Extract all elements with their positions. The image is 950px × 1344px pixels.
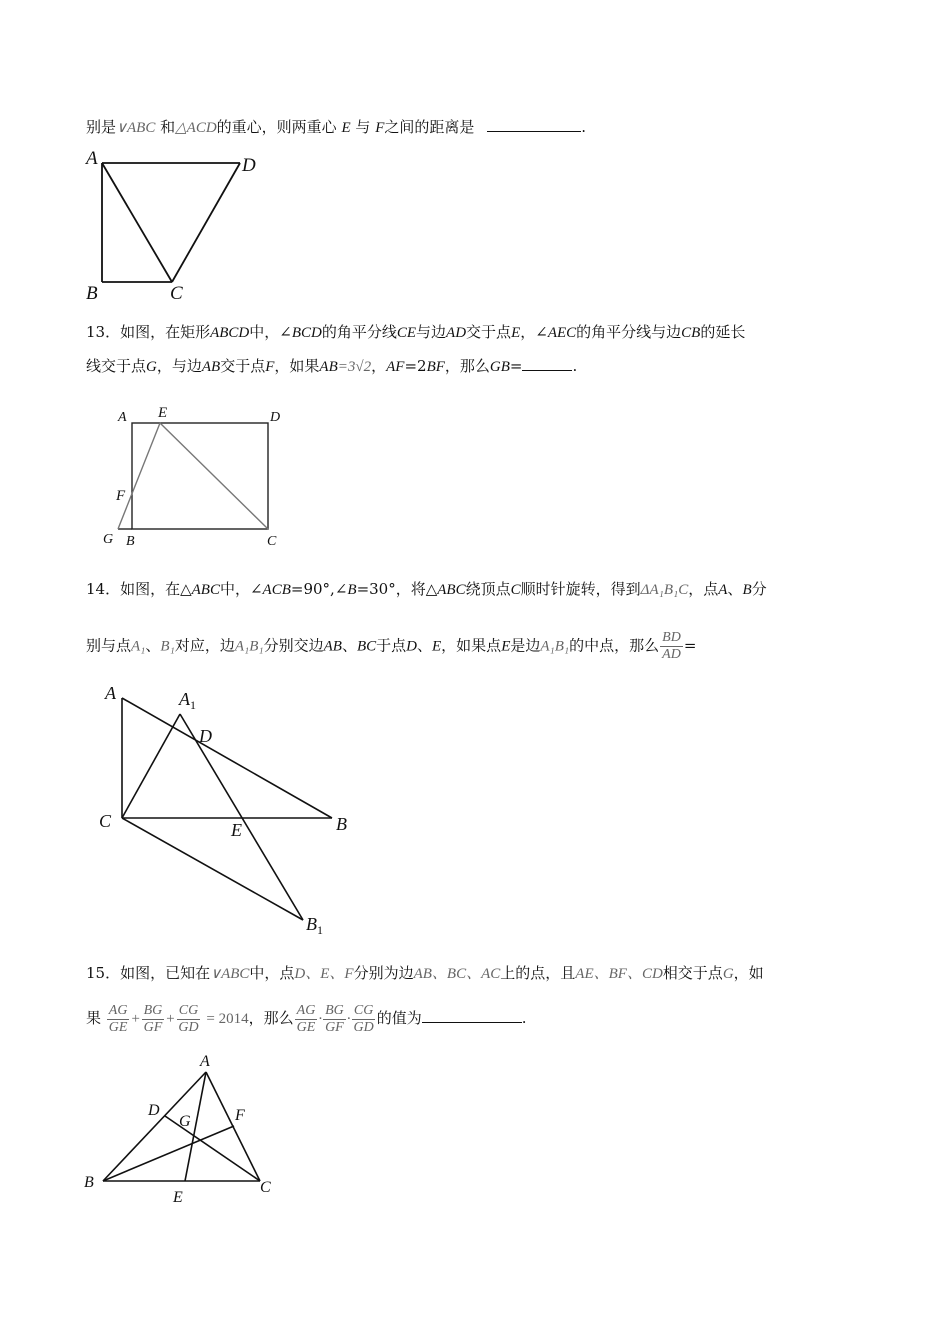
q13-value: =2 [404,357,427,375]
q15-label-c: C [260,1179,271,1196]
q14-text-line-1 [86,578,767,601]
q13-label-f: F [116,488,126,504]
q14-text: 别与点 [86,636,132,655]
q14-label-d: D [199,726,212,746]
q15-frac-num: AG [108,1002,128,1018]
q15-label-d: D [148,1102,160,1119]
q15-fraction-bg-gf [323,1003,346,1036]
q15-text-line-2 [86,998,527,1039]
q14-angle-b: B [347,582,357,598]
q14-text: 、 [416,636,432,655]
q15-label-f: F [235,1107,245,1124]
q14-side-ab: AB [323,638,342,655]
q13-text: 的角平分线与边 [576,323,682,341]
q15-fraction-cg-gd [351,1003,375,1036]
q15-text: 相交于点 [662,964,723,982]
q14-point-e: E [432,638,442,655]
q14-point-b1: B₁ [160,638,175,655]
q14-text-line-2 [86,630,696,663]
q15-label-b: B [84,1174,94,1191]
q15-triangle-abc: ∨ABC [210,966,250,982]
q14-text: 是边 [510,636,541,655]
q13-label-g: G [103,532,114,547]
q15-frac-num: AG [296,1002,316,1018]
q15-frac-num: BG [325,1002,344,1018]
q14-text: =30°，将△ [356,580,438,598]
q15-text: 上的点，且 [500,964,576,982]
q15-frac-num: CG [353,1002,374,1018]
q13-side-ab: AB [201,359,221,375]
q14-segment-ab [122,698,332,818]
q15-frac-den: GE [296,1019,316,1035]
q15-plus: + [130,1011,141,1027]
q13-segment-eg [118,423,160,529]
q14-label-e: E [231,820,242,840]
q13-text: 中，∠ [249,323,292,341]
q15-label-e: E [173,1189,183,1206]
q14-label-c: C [99,811,112,831]
q12-text: 之间的距离是 [384,118,475,136]
q15-points-def: D、E、F [294,966,354,982]
q13-value: =3 [337,359,356,375]
q15-text: ，如 [733,964,764,982]
q12-answer-blank[interactable] [487,117,581,132]
q14-label-a1 [178,689,196,712]
q12-label-c: C [170,283,183,304]
q13-text-line-2 [86,355,577,378]
q15-equals-2014: = 2014 [206,1011,249,1027]
q14-text: 的中点，那么 [569,636,660,655]
q12-text-line [86,116,586,139]
q12-point-e: E [341,120,351,136]
q14-label-b: B [336,814,347,834]
q14-text: 对应，边 [174,636,235,655]
q15-frac-den: GD [353,1019,374,1035]
q13-text: ，∠ [520,323,548,341]
q15-plus: + [165,1011,176,1027]
q14-text: 于点 [376,636,407,655]
q14-triangle-a1b1c: ΔA₁B₁C [640,582,689,598]
q13-side-cb: CB [681,325,701,341]
q13-side-ab: AB [319,359,338,375]
q14-point-d: D [406,638,417,655]
q13-label-a: A [118,410,127,425]
q15-period: . [521,1009,527,1027]
q13-text: 线交于点 [86,357,147,375]
q15-dot: · [318,1011,323,1027]
q15-fraction-bg-gf [142,1003,165,1036]
q15-fraction-ag-ge [295,1003,318,1036]
q14-text: ，如果点 [441,636,502,655]
q13-text: 交于点 [220,357,266,375]
q14-text: 绕顶点 [465,580,511,598]
q14-fraction-num: BD [662,630,681,645]
q13-angle-aec: AEC [547,325,577,341]
q15-text: 分别为边 [353,964,414,982]
q13-point-g: G [146,359,157,375]
q13-text-line-1 [86,321,745,344]
q13-sqrt-2: √2 [355,359,372,375]
q13-rectangle-abcd [132,423,268,529]
q15-text-line-1 [86,962,764,985]
q14-triangle-abc: ABC [191,582,220,598]
q12-segment-ac [102,163,172,282]
q12-label-a: A [86,148,98,169]
q14-segment-ca1 [122,714,180,818]
q14-text: 中，∠ [219,580,263,598]
q15-label-a: A [200,1053,210,1070]
q14-point-e: E [501,638,511,655]
q13-seg-af: AF [386,359,405,375]
q15-frac-den: GE [108,1019,128,1035]
q12-triangle-abc: ∨ABC [116,120,156,136]
q15-text: 中，点 [249,964,295,982]
q15-frac-den: GD [178,1019,199,1035]
q14-point-a: A [718,582,728,598]
q12-text: 与 [355,118,371,136]
q15-answer-blank[interactable] [422,1008,522,1023]
q14-angle-acb: ACB [262,582,291,598]
q15-text: 15．如图，已知在 [86,964,211,982]
q13-text: 交于点 [466,323,512,341]
q14-text: 顺时针旋转，得到 [520,580,641,598]
q13-text: 的角平分线 [321,323,397,341]
q15-text: ，那么 [248,1009,294,1027]
q12-text: 别是 [86,118,117,136]
q13-segment-ec [160,423,268,529]
q14-point-b: B [742,582,752,598]
q13-point-e: E [511,325,521,341]
q13-label-b: B [126,534,135,549]
q15-figure [80,1048,290,1208]
q14-text: 14．如图，在△ [86,580,192,598]
q13-rect-abcd: ABCD [210,325,250,341]
q13-label-e: E [158,405,168,421]
q13-label-c: C [267,534,277,549]
q15-frac-den: GF [325,1019,344,1035]
q13-text: 13．如图，在矩形 [86,323,211,341]
q15-sides: AB、BC、AC [413,966,501,982]
q12-segment-dc [172,163,240,282]
q14-figure [95,680,365,940]
q12-period: . [581,118,586,136]
q13-period: . [572,357,578,375]
q13-angle-bcd: BCD [291,325,322,341]
q14-side-a1b1: A₁B₁ [540,638,570,655]
q14-text: 、 [341,636,357,655]
q14-point-a1: A₁ [131,638,146,655]
q15-text: 的值为 [376,1009,422,1027]
q15-frac-num: CG [178,1002,199,1018]
q12-label-b: B [86,283,98,304]
q12-point-f: F [375,120,385,136]
q15-frac-den: GF [143,1019,163,1035]
q15-frac-num: BG [143,1002,163,1018]
q14-segment-cb1 [122,818,303,920]
q15-label-g: G [179,1113,191,1130]
q13-seg-gb: GB [489,359,510,375]
q14-text: 分别交边 [263,636,324,655]
q13-equals: = [509,357,523,375]
q15-point-g: G [722,966,734,982]
q13-seg-bf: BF [426,359,445,375]
q13-line-ce: CE [396,325,417,341]
q14-fraction-den: AD [662,647,681,662]
q12-text: 的重心，则两重心 [216,118,337,136]
q14-label-a1-letter: A [179,689,190,709]
q14-text: 、 [145,636,161,655]
q13-text: ，与边 [156,357,202,375]
q14-fraction-bd-ad [660,630,683,663]
q14-label-b1-sub: 1 [317,923,323,937]
q12-triangle-acd: △ACD [175,120,217,136]
q14-point-c: C [510,582,521,598]
q14-label-b1 [306,914,323,937]
q14-label-b1-letter: B [306,914,317,934]
q14-text: =90°,∠ [290,580,348,598]
q13-point-f: F [265,359,275,375]
q12-text: 和 [160,118,176,136]
q13-answer-blank[interactable] [522,356,572,371]
q15-cevians: AE、BF、CD [575,966,663,982]
q13-text: 的延长 [700,323,746,341]
q15-text: 果 [86,1009,102,1027]
q14-text: 分 [751,580,767,598]
q15-fraction-ag-ge [107,1003,130,1036]
q13-text: ，如果 [274,357,320,375]
q14-label-a1-sub: 1 [190,698,196,712]
q13-text: 与边 [416,323,447,341]
q13-text: ，那么 [444,357,490,375]
q12-label-d: D [242,155,256,176]
q13-figure [98,400,298,550]
q13-side-ad: AD [446,325,467,341]
q14-triangle-abc: ABC [437,582,466,598]
q13-text: ， [371,357,387,375]
q14-side-a1b1: A₁B₁ [234,638,264,655]
q12-figure [80,145,280,305]
q14-side-bc: BC [356,638,377,655]
q14-label-a: A [105,683,116,703]
q14-text: ，点 [688,580,719,598]
q14-text: 、 [727,580,743,598]
q13-label-d: D [270,410,281,425]
q14-equals: = [683,636,697,655]
q15-segment-bf [103,1126,234,1181]
q15-fraction-cg-gd [176,1003,200,1036]
q15-dot: · [346,1011,351,1027]
